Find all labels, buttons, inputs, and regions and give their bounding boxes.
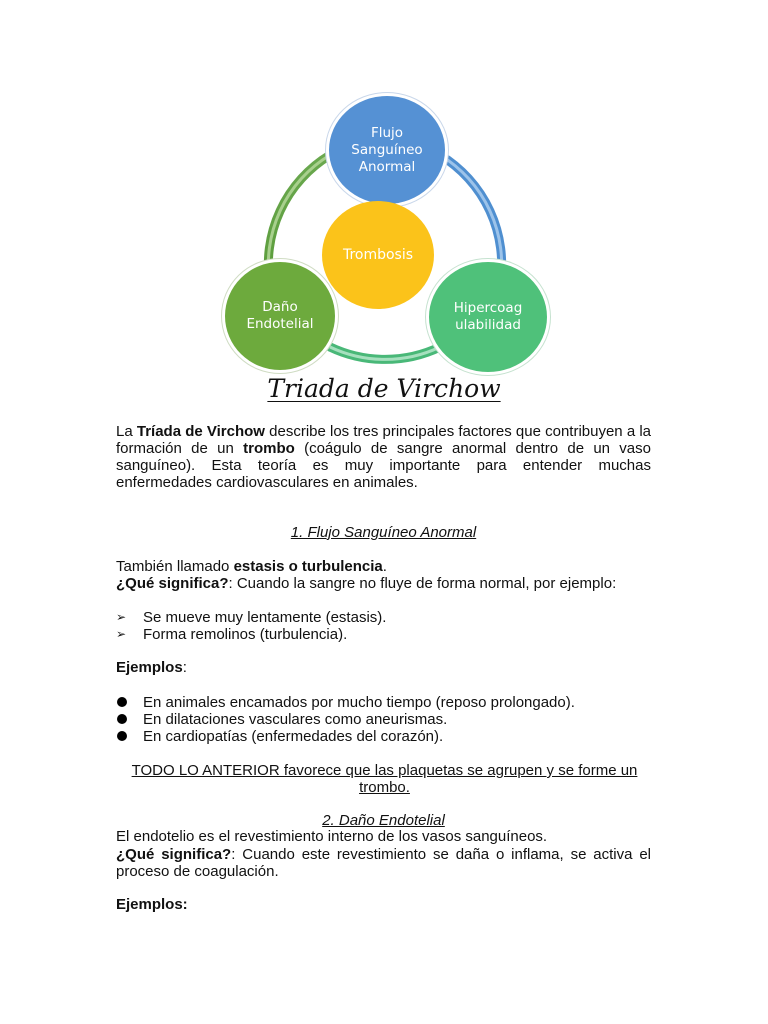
section2-heading [116,812,651,829]
virchow-triad-diagram [200,85,570,375]
section1-note [112,762,657,796]
also-prefix: También llamado [116,558,234,575]
node-hipercoagulabilidad: Hipercoag ulabilidad [426,259,550,375]
arrow-bullet-icon: ➢ [116,610,127,624]
intro-text-3: (coágulo de sangre anormal dentro de un vaso sanguíneo). Esta teoría es muy importante para entender muchas enfermedades cardiovasculares en animales. [116,440,651,491]
node-trombosis [322,201,434,309]
node-dano-endotelial: Daño Endotelial [222,259,338,373]
intro-bold-term: Tríada de Virchow [136,423,265,440]
section1-note-text: TODO LO ANTERIOR favorece que las plaquetas se agrupen y se forme un trombo. [131,762,638,796]
bullet-item-text: En cardiopatías (enfermedades del corazón). [143,728,444,745]
node-trombosis-label: Trombosis [342,246,414,263]
section1-heading [116,524,651,541]
meaning-label: ¿Qué significa? [116,575,229,592]
section1-meaning [116,575,651,592]
bullet-dot-icon [116,711,132,728]
also-suffix: . [382,558,387,575]
intro-text-2: describe los tres principales factores que contribuyen a la formación de un [116,423,652,457]
bullet-dot-icon [116,694,132,711]
intro-paragraph [116,423,651,491]
section1-also-called [116,558,651,575]
section2-definition: El endotelio es el revestimiento interno de los vasos sanguíneos. [116,828,548,845]
node-flujo-sanguineo: Flujo Sanguíneo Anormal [326,93,448,207]
arrow-item-text: Se mueve muy lentamente (estasis). [143,609,387,626]
also-bold: estasis o turbulencia [233,558,383,575]
bullet-item-text: En animales encamados por mucho tiempo (reposo prolongado). [143,694,575,711]
section1-examples-label [116,659,651,676]
section1-heading-text: 1. Flujo Sanguíneo Anormal [290,524,477,541]
meaning-text: : Cuando este revestimiento se daña o inflama, se activa el proceso de coagulación. [116,846,652,880]
meaning-label: ¿Qué significa? [116,846,232,863]
section2-heading-text: 2. Daño Endotelial [322,812,445,829]
examples-label: Ejemplos: [116,896,188,913]
bullet-dot-icon [116,728,132,745]
meaning-text: : Cuando la sangre no fluye de forma normal, por ejemplo: [228,575,617,592]
examples-label: Ejemplos [116,659,183,676]
section2-meaning [116,846,651,880]
arrow-bullet-icon: ➢ [116,627,127,641]
section2-examples-label [116,896,651,913]
arrow-item-text: Forma remolinos (turbulencia). [143,626,348,643]
document-title: Triada de Virchow [267,374,501,403]
bullet-item-text: En dilataciones vasculares como aneurismas. [143,711,448,728]
intro-text-1: La [116,423,137,440]
examples-colon: : [182,659,187,676]
intro-bold-trombo: trombo [243,440,295,457]
